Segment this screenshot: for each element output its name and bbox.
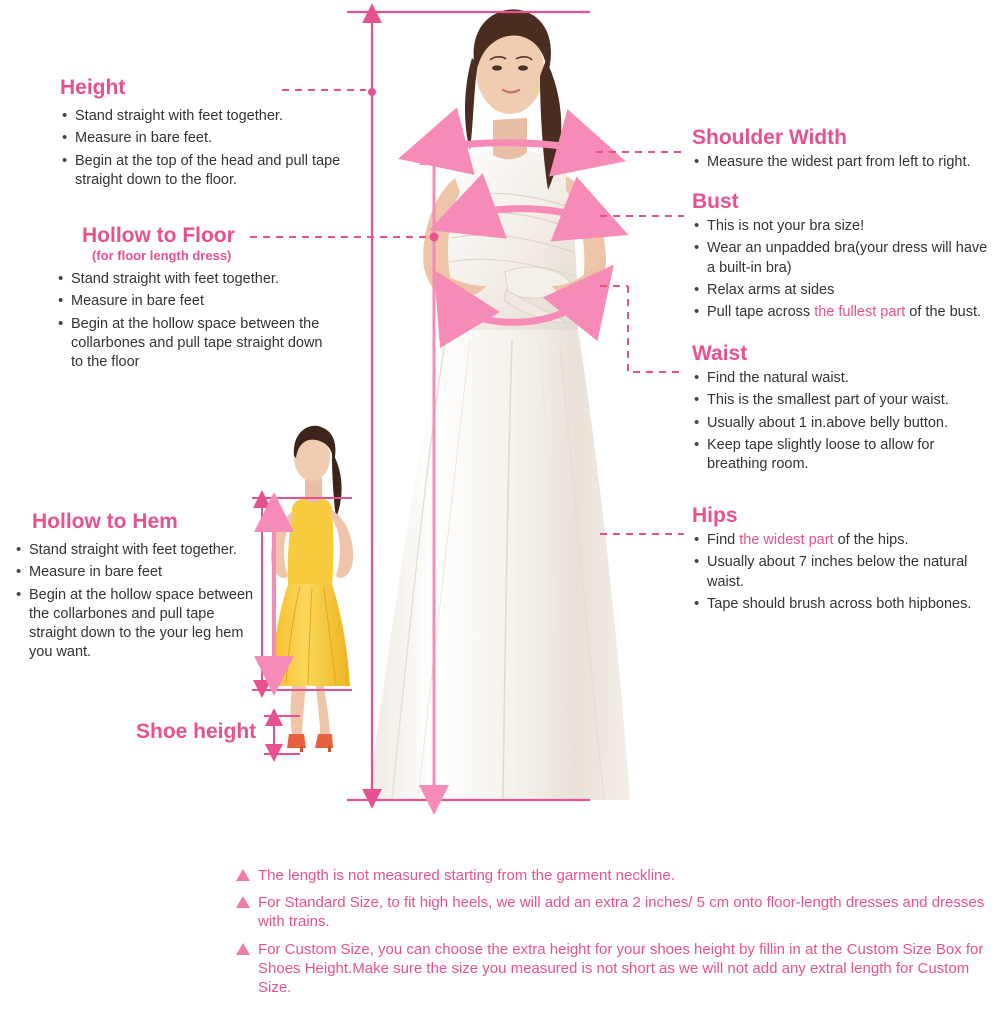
list-item: • Measure the widest part from left to right. [692, 153, 992, 172]
note-text: For Standard Size, to fit high heels, we will add an extra 2 inches/ 5 cm onto floor-length dresses and dresses with trains. [258, 894, 985, 931]
warning-triangle-icon [236, 943, 250, 955]
list-item: • This is the smallest part of your waist. [692, 391, 992, 410]
list-item: • Relax arms at sides [692, 281, 996, 300]
bust-title: Bust [692, 190, 739, 213]
hollow-to-floor-section [46, 224, 336, 375]
hips-bullets [692, 531, 992, 614]
note-item [236, 866, 996, 885]
short-model-illustration [270, 426, 353, 752]
hips-highlight: the widest part [739, 532, 834, 548]
hollow-to-hem-title: Hollow to Hem [32, 510, 178, 533]
warning-triangle-icon [236, 869, 250, 881]
shoulder-width-title: Shoulder Width [692, 126, 847, 149]
height-section [60, 76, 360, 193]
hollow-to-hem-bullets [14, 541, 264, 663]
hollow-to-floor-title: Hollow to Floor [82, 224, 235, 247]
list-item: • Find the natural waist. [692, 369, 992, 388]
list-item: • Find the widest part of the hips. [692, 531, 992, 550]
list-item: • Usually about 1 in.above belly button. [692, 414, 992, 433]
bust-highlight: the fullest part [814, 304, 906, 321]
hollow-to-floor-subtitle: (for floor length dress) [92, 248, 232, 263]
hips-section [692, 504, 992, 617]
list-item: • This is not your bra size! [692, 217, 996, 236]
list-item: • Measure in bare feet [56, 292, 336, 311]
bust-bullets [692, 217, 996, 322]
waist-section [692, 342, 992, 477]
footer-notes [236, 866, 996, 1005]
note-text: For Custom Size, you can choose the extra height for your shoes height by fillin in at the Custom Size Box for Shoes Height.Make sure the size you measured is not short as we will not add any extral length for Custom Size. [258, 940, 984, 996]
shoe-height-section [136, 720, 256, 744]
list-item: • Begin at the hollow space between the collarbones and pull tape straight down to the floor [56, 315, 336, 373]
list-item: • Keep tape slightly loose to allow for breathing room. [692, 436, 992, 475]
list-item: • Pull tape across the fullest part of the bust. [692, 303, 996, 322]
list-item: • Wear an unpadded bra(your dress will have a built-in bra) [692, 239, 996, 278]
height-title: Height [60, 76, 126, 99]
warning-triangle-icon [236, 896, 250, 908]
note-item [236, 893, 996, 931]
list-item: • Measure in bare feet. [60, 129, 360, 148]
hollow-to-hem-section [14, 510, 264, 666]
note-item [236, 940, 996, 998]
hips-title: Hips [692, 504, 738, 527]
note-text: The length is not measured starting from the garment neckline. [258, 867, 675, 884]
hollow-to-floor-bullets [46, 270, 336, 372]
list-item: • Stand straight with feet together. [14, 541, 264, 560]
height-bullets [60, 107, 360, 190]
list-item: • Tape should brush across both hipbones. [692, 595, 992, 614]
bust-section [692, 190, 996, 325]
shoulder-width-section [692, 126, 992, 175]
list-item: • Usually about 7 inches below the natural waist. [692, 553, 992, 592]
list-item: • Begin at the hollow space between the collarbones and pull tape straight down to the your leg hem you want. [14, 586, 264, 663]
shoulder-width-bullets [692, 153, 992, 172]
list-item: • Stand straight with feet together. [60, 107, 360, 126]
shoe-height-title: Shoe height [136, 720, 257, 743]
list-item: • Measure in bare feet [14, 563, 264, 582]
bust-bullet-4-text: Pull tape across [707, 304, 815, 321]
list-item: • Begin at the top of the head and pull tape straight down to the floor. [60, 152, 360, 191]
waist-title: Waist [692, 342, 748, 365]
list-item: • Stand straight with feet together. [56, 270, 336, 289]
tall-model-illustration [368, 9, 630, 800]
waist-bullets [692, 369, 992, 474]
